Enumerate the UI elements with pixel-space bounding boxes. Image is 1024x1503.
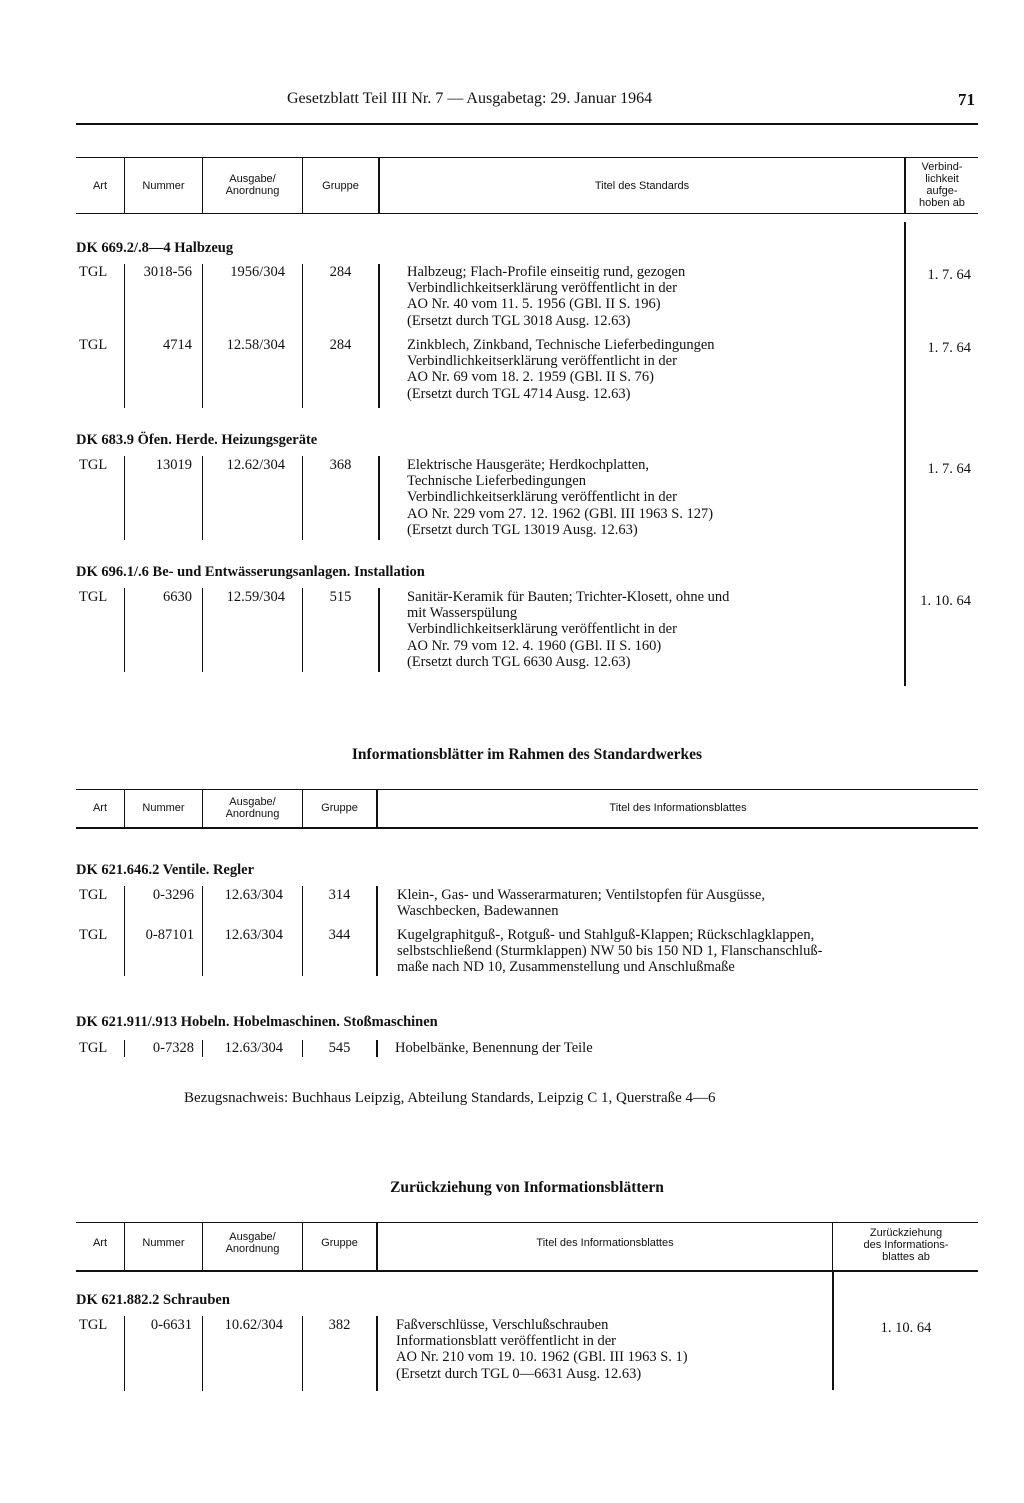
table1-header-rule (76, 213, 978, 214)
row-date: 1. 10. 64 (880, 1320, 932, 1336)
row-ausgabe: 12.59/304 (226, 589, 285, 605)
row-art: TGL (79, 1040, 108, 1056)
row-nummer: 0-3296 (152, 887, 194, 903)
row-date: 1. 7. 64 (927, 461, 971, 477)
dk-heading: DK 669.2/.8—4 Halbzeug (76, 240, 234, 256)
row-titel: Sanitär-Keramik für Bauten; Trichter-Klosett, ohne und mit Wasserspülung Verbindlichkeitserklärung veröffentlicht in der AO Nr. 79 vom 12. 4. 1960 (GBl. II S. 160) (Ersetzt durch TGL 6630 Ausg. 12.63) (407, 589, 730, 670)
row-ausgabe: 1956/304 (230, 264, 285, 280)
row-ausgabe: 10.62/304 (224, 1317, 283, 1333)
dk-heading: DK 683.9 Öfen. Herde. Heizungsgeräte (76, 432, 318, 448)
row-titel: Hobelbänke, Benennung der Teile (395, 1040, 593, 1056)
col-titel: Titel des Informationsblattes (536, 1237, 674, 1249)
col-verbindlichkeit: Verbind- lichkeit aufge- hoben ab (919, 161, 965, 209)
row-nummer: 4714 (163, 337, 192, 353)
dk-heading: DK 621.911/.913 Hobeln. Hobelmaschinen. Stoßmaschinen (76, 1014, 438, 1030)
col-titel: Titel des Standards (594, 180, 690, 192)
col-gruppe: Gruppe (322, 180, 359, 192)
dk-heading: DK 621.882.2 Schrauben (76, 1292, 230, 1308)
row-nummer: 0-87101 (145, 927, 194, 943)
row-nummer: 3018-56 (143, 264, 192, 280)
row-art: TGL (79, 457, 108, 473)
row-ausgabe: 12.63/304 (224, 927, 283, 943)
col-gruppe: Gruppe (321, 802, 358, 814)
row-ausgabe: 12.62/304 (226, 457, 285, 473)
row-date: 1. 10. 64 (920, 593, 971, 609)
row-art: TGL (79, 887, 108, 903)
row-gruppe: 382 (328, 1317, 351, 1333)
col-titel: Titel des Informationsblattes (609, 802, 747, 814)
col-art: Art (92, 802, 108, 814)
header-rule (76, 123, 978, 125)
row-nummer: 0-6631 (150, 1317, 192, 1333)
row-titel: Halbzeug; Flach-Profile einseitig rund, gezogen Verbindlichkeitserklärung veröffentlicht in der AO Nr. 40 vom 11. 5. 1956 (GBl. II S. 196) (Ersetzt durch TGL 3018 Ausg. 12.63) (407, 264, 686, 329)
col-art: Art (92, 1237, 108, 1249)
row-art: TGL (79, 337, 108, 353)
col-nummer: Nummer (142, 1237, 185, 1249)
row-ausgabe: 12.58/304 (226, 337, 285, 353)
col-ausgabe: Ausgabe/ Anordnung (225, 173, 280, 197)
col-gruppe: Gruppe (321, 1237, 358, 1249)
row-titel: Elektrische Hausgeräte; Herdkochplatten, Technische Lieferbedingungen Verbindlichkeitserklärung veröffentlicht in der AO Nr. 229 vom 27. 12. 1962 (GBl. III 1963 S. 127) (Ersetzt durch TGL 13019 Ausg. 12.63) (407, 457, 714, 538)
col-zurueckziehung: Zurückziehung des Informations- blattes ab (863, 1227, 949, 1263)
row-gruppe: 284 (329, 264, 352, 280)
row-date: 1. 7. 64 (927, 340, 971, 356)
row-titel: Faßverschlüsse, Verschlußschrauben Informationsblatt veröffentlicht in der AO Nr. 210 vom 19. 10. 1962 (GBl. III 1963 S. 1) (Ersetzt durch TGL 0—6631 Ausg. 12.63) (396, 1317, 688, 1382)
dk-heading: DK 696.1/.6 Be- und Entwässerungsanlagen. Installation (76, 564, 425, 580)
col-nummer: Nummer (142, 180, 185, 192)
table1-top-rule (76, 157, 978, 158)
col-ausgabe: Ausgabe/ Anordnung (225, 796, 280, 820)
row-gruppe: 344 (328, 927, 351, 943)
row-date: 1. 7. 64 (927, 267, 971, 283)
row-ausgabe: 12.63/304 (224, 887, 283, 903)
row-nummer: 13019 (155, 457, 192, 473)
reference-note: Bezugsnachweis: Buchhaus Leipzig, Abteilung Standards, Leipzig C 1, Querstraße 4—6 (184, 1090, 716, 1106)
col-ausgabe: Ausgabe/ Anordnung (225, 1231, 280, 1255)
col-art: Art (92, 180, 108, 192)
row-titel: Klein-, Gas- und Wasserarmaturen; Ventilstopfen für Ausgüsse, Waschbecken, Badewannen (397, 887, 765, 920)
row-titel: Kugelgraphitguß-, Rotguß- und Stahlguß-Klappen; Rückschlagklappen, selbstschließend (Sturmklappen) NW 50 bis 150 ND 1, Flanschanschluß- maße nach ND 10, Zusammenstellung und Anschlußmaße (397, 927, 823, 976)
col-nummer: Nummer (142, 802, 185, 814)
row-gruppe: 368 (329, 457, 352, 473)
row-nummer: 0-7328 (152, 1040, 194, 1056)
running-header-title: Gesetzblatt Teil III Nr. 7 — Ausgabetag: 29. Januar 1964 (287, 90, 653, 107)
row-gruppe: 314 (328, 887, 351, 903)
row-gruppe: 284 (329, 337, 352, 353)
dk-heading: DK 621.646.2 Ventile. Regler (76, 862, 255, 878)
row-gruppe: 545 (328, 1040, 351, 1056)
row-art: TGL (79, 927, 108, 943)
row-nummer: 6630 (163, 589, 192, 605)
row-titel: Zinkblech, Zinkband, Technische Lieferbedingungen Verbindlichkeitserklärung veröffentlicht in der AO Nr. 69 vom 18. 2. 1959 (GBl. II S. 76) (Ersetzt durch TGL 4714 Ausg. 12.63) (407, 337, 715, 402)
row-gruppe: 515 (329, 589, 352, 605)
row-art: TGL (79, 264, 108, 280)
row-ausgabe: 12.63/304 (224, 1040, 283, 1056)
row-art: TGL (79, 1317, 108, 1333)
section-title: Zurückziehung von Informationsblättern (390, 1179, 664, 1196)
section-title: Informationsblätter im Rahmen des Standardwerkes (351, 746, 703, 763)
date-column-divider (904, 222, 906, 686)
page-number: 71 (958, 90, 975, 109)
row-art: TGL (79, 589, 108, 605)
